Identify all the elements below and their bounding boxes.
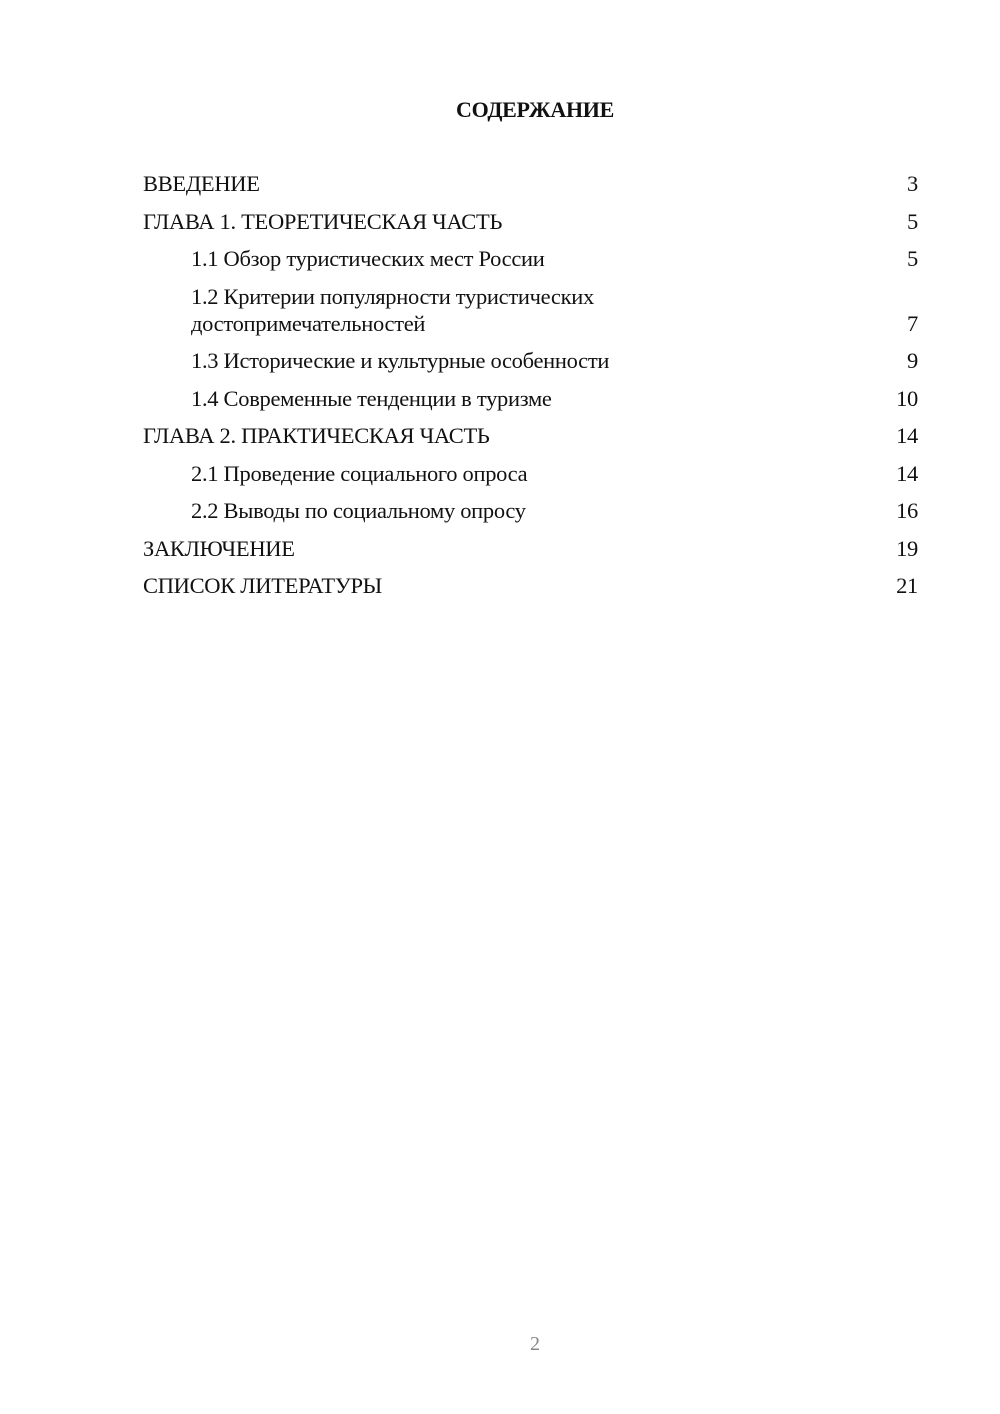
toc-entry-chapter-2[interactable]	[143, 422, 918, 449]
toc-entry-label: 2.1 Проведение социального опроса	[191, 460, 528, 486]
toc-entry-1-1[interactable]	[143, 245, 918, 272]
toc-entry-page: 5	[907, 246, 918, 271]
toc-entry-1-3[interactable]	[143, 347, 918, 374]
toc-entry-1-4[interactable]	[143, 385, 918, 412]
toc-entry-2-2[interactable]	[143, 497, 918, 524]
toc-entry-label: 1.2 Критерии популярности туристических достопримечательностей	[191, 283, 594, 336]
toc-entry-label: СПИСОК ЛИТЕРАТУРЫ	[143, 573, 383, 598]
toc-entry-conclusion[interactable]	[143, 535, 918, 562]
toc-entry-label: 2.2 Выводы по социальному опросу	[191, 498, 526, 523]
toc-entry-references[interactable]	[143, 572, 918, 599]
toc-entry-page: 21	[896, 573, 918, 598]
toc-entry-page: 14	[896, 460, 918, 486]
toc-entry-page: 14	[896, 423, 918, 448]
toc-entry-page: 16	[896, 498, 918, 523]
toc-entry-introduction[interactable]	[143, 170, 918, 197]
toc-entry-label: ГЛАВА 1. ТЕОРЕТИЧЕСКАЯ ЧАСТЬ	[143, 208, 503, 234]
toc-entry-page: 3	[907, 171, 918, 196]
toc-entry-label: 1.4 Современные тенденции в туризме	[191, 385, 552, 411]
toc-entry-2-1[interactable]	[143, 460, 918, 487]
toc-entry-label: 1.3 Исторические и культурные особенности	[191, 348, 610, 373]
toc-entry-chapter-1[interactable]	[143, 208, 918, 235]
page-number: 2	[530, 1333, 540, 1355]
table-of-contents	[143, 170, 918, 610]
toc-entry-label: ВВЕДЕНИЕ	[143, 171, 260, 196]
toc-entry-page: 5	[907, 208, 918, 234]
toc-title: СОДЕРЖАНИЕ	[456, 97, 614, 122]
toc-entry-page: 7	[907, 310, 918, 336]
toc-entry-page: 19	[896, 535, 918, 561]
toc-entry-label: ЗАКЛЮЧЕНИЕ	[143, 535, 295, 561]
toc-entry-label: ГЛАВА 2. ПРАКТИЧЕСКАЯ ЧАСТЬ	[143, 423, 490, 448]
toc-entry-page: 9	[907, 348, 918, 373]
toc-entry-page: 10	[896, 385, 918, 411]
toc-entry-1-2[interactable]	[143, 283, 918, 337]
toc-entry-label: 1.1 Обзор туристических мест России	[191, 246, 545, 271]
